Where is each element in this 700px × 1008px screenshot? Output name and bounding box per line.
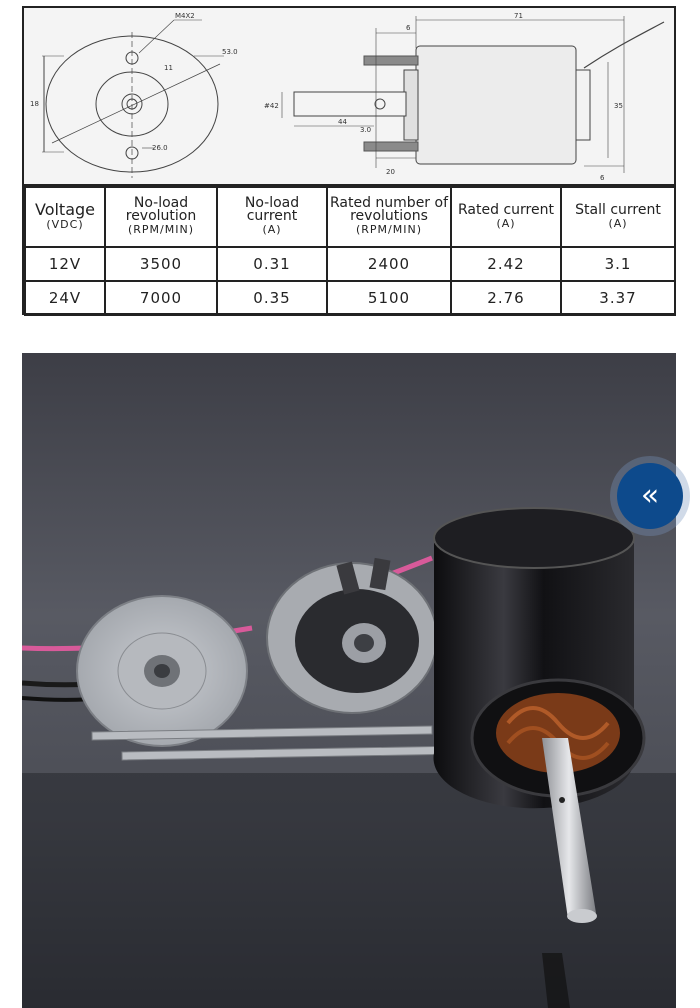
table-cell: 3.1 bbox=[561, 247, 675, 281]
dim-label: 3.0 bbox=[360, 126, 372, 134]
table-cell: 2400 bbox=[327, 247, 451, 281]
header-stall-current bbox=[561, 187, 675, 247]
header-unit: (A) bbox=[496, 216, 516, 230]
header-label: No-load revolution bbox=[125, 195, 197, 224]
dim-label: 71 bbox=[514, 12, 523, 20]
table-cell: 3500 bbox=[105, 247, 217, 281]
spec-table bbox=[24, 186, 676, 316]
header-label: Stall current bbox=[575, 201, 661, 218]
header-unit: (RPM/MIN) bbox=[355, 223, 423, 236]
table-cell: 0.35 bbox=[217, 281, 327, 315]
technical-drawing bbox=[24, 8, 674, 186]
table-row bbox=[25, 247, 675, 281]
spec-card bbox=[22, 6, 676, 315]
header-unit: (RPM/MIN) bbox=[127, 223, 195, 236]
dim-label: 18 bbox=[30, 100, 39, 108]
table-cell: 24V bbox=[25, 281, 105, 315]
dim-label: 35 bbox=[614, 102, 623, 110]
table-header-row bbox=[25, 187, 675, 247]
header-no-load-current bbox=[217, 187, 327, 247]
motor-product-photo bbox=[22, 353, 676, 1008]
header-voltage bbox=[25, 187, 105, 247]
motor-illustration bbox=[22, 353, 676, 1008]
table-cell: 2.42 bbox=[451, 247, 561, 281]
header-label: Voltage bbox=[34, 200, 95, 219]
header-label: No-load current bbox=[244, 195, 300, 224]
table-cell: 2.76 bbox=[451, 281, 561, 315]
dim-label: #42 bbox=[264, 102, 279, 110]
table-cell: 7000 bbox=[105, 281, 217, 315]
dim-label: 26.0 bbox=[152, 144, 168, 152]
header-rated-current bbox=[451, 187, 561, 247]
header-unit: (A) bbox=[262, 223, 282, 236]
header-unit: (A) bbox=[608, 216, 628, 230]
table-cell: 12V bbox=[25, 247, 105, 281]
dim-label: 53.0 bbox=[222, 48, 238, 56]
header-no-load-revolution bbox=[105, 187, 217, 247]
dim-label: M4X2 bbox=[175, 12, 195, 20]
header-label: Rated current bbox=[458, 201, 554, 218]
table-cell: 0.31 bbox=[217, 247, 327, 281]
dim-label: 11 bbox=[164, 64, 173, 72]
collapse-button[interactable] bbox=[610, 456, 690, 536]
dim-label: 6 bbox=[406, 24, 411, 32]
table-row bbox=[25, 281, 675, 315]
dim-label: 20 bbox=[386, 168, 395, 176]
header-unit: (VDC) bbox=[46, 218, 84, 231]
motor-dimension-drawing bbox=[24, 8, 674, 184]
table-cell: 5100 bbox=[327, 281, 451, 315]
dim-label: 44 bbox=[338, 118, 347, 126]
header-rated-revolutions bbox=[327, 187, 451, 247]
dim-label: 6 bbox=[600, 174, 605, 182]
header-label: Rated number of revolutions bbox=[329, 195, 449, 224]
double-chevron-left-icon[interactable]: « bbox=[617, 463, 683, 529]
table-cell: 3.37 bbox=[561, 281, 675, 315]
